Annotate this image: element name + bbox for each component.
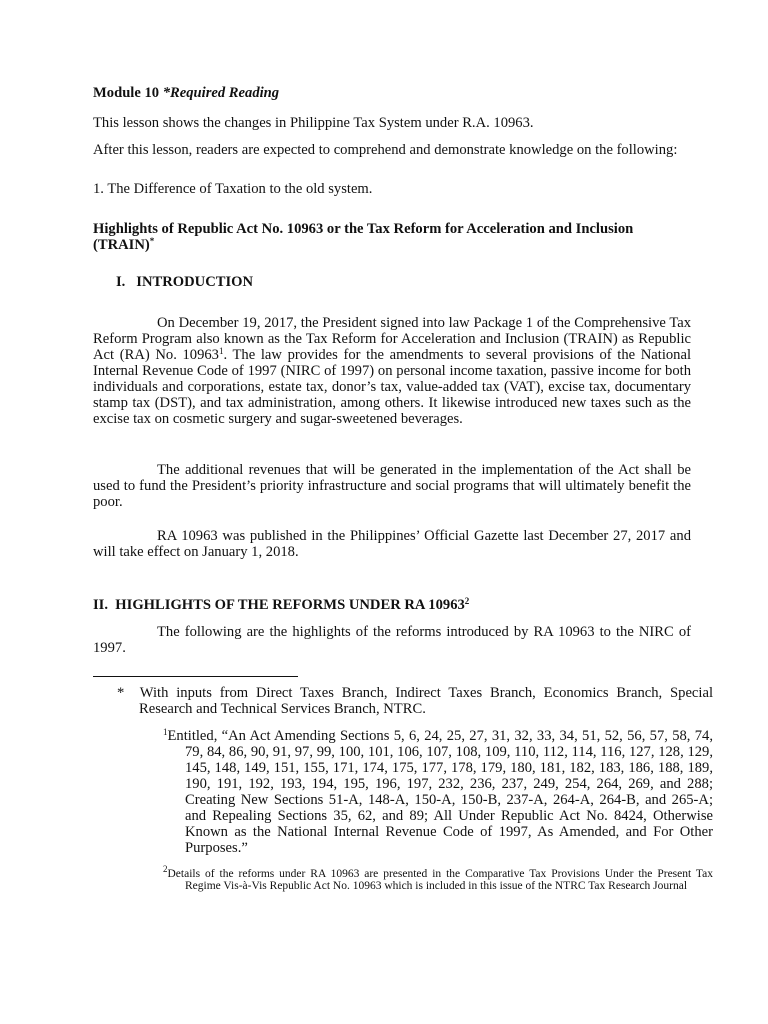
highlights-paragraph: The following are the highlights of the reforms introduced by RA 10963 to the NIRC of 1997. — [93, 624, 691, 656]
required-reading-label: *Required Reading — [162, 85, 280, 101]
footnote-ref-star: * — [149, 236, 155, 246]
introduction-paragraph-1: On December 19, 2017, the President signed into law Package 1 of the Comprehensive Tax Reform Program also known as the Tax Reform for Acceleration and Inclusion (TRAIN) as Republic Act (RA) No. 10963$^1$. The law provides for the amendments to several provisions of the National Internal Revenue Code of 1997 (NIRC of 1997) on personal income taxation, passive income for both individuals and corporations, estate tax, donor’s tax, value-added tax (VAT), excise tax, documentary stamp tax (DST), and tax administration, among others. It likewise introduced new taxes such as the excise tax on cosmetic surgery and sugar-sweetened beverages. — [93, 315, 691, 427]
footnote-2: $^2$Details of the reforms under RA 10963 are presented in the Comparative Tax Provisions Under the Present Tax Regime Vis-à-Vis Republic Act No. 10963 which is included in this issue of the NTRC Tax Research Journal — [163, 864, 713, 892]
section-1-heading: I. INTRODUCTION — [116, 274, 254, 290]
introduction-paragraph-3: RA 10963 was published in the Philippines’ Official Gazette last December 27, 2017 and will take effect on January 1, 2018. — [93, 528, 691, 560]
section-2-heading: II. HIGHLIGHTS OF THE REFORMS UNDER RA 10963$^2$ — [93, 596, 470, 613]
footnote-ref-2: 2 — [464, 596, 470, 606]
lesson-statement: This lesson shows the changes in Philippine Tax System under R.A. 10963. — [93, 115, 534, 131]
footnote-ref-1: 1 — [218, 346, 224, 356]
introduction-paragraph-2: The additional revenues that will be generated in the implementation of the Act shall be used to fund the President’s priority infrastructure and social programs that will ultimately benefit the poor. — [93, 462, 691, 510]
footnote-separator — [93, 676, 298, 677]
footnote-1: $^1$Entitled, “An Act Amending Sections 5, 6, 24, 25, 27, 31, 32, 33, 34, 51, 52, 56, 57, 58, 74, 79, 84, 86, 90, 91, 97, 99, 100, 101, 106, 107, 108, 109, 110, 112, 114, 116, 127, 128, 129, 145, 148, 149, 151, 155, 171, 174, 175, 177, 178, 179, 180, 181, 182, 183, 186, 188, 189, 190, 191, 192, 193, 194, 195, 196, 197, 232, 236, 237, 249, 254, 264, 269, and 288; Creating New Sections 51-A, 148-A, 150-A, 150-B, 237-A, 264-A, 264-B, and 265-A; and Repealing Sections 35, 62, and 89; All Under Republic Act No. 8424, Otherwise Known as the National Internal Revenue Code of 1997, As Amended, and For Other Purposes.” — [163, 727, 713, 856]
highlights-title: Highlights of Republic Act No. 10963 or the Tax Reform for Acceleration and Inclusion (TRAIN)* — [93, 221, 634, 253]
footnote-star: * With inputs from Direct Taxes Branch, Indirect Taxes Branch, Economics Branch, Special Research and Technical Services Branch, NTRC. — [117, 685, 713, 717]
module-title: Module 10 *Required Reading — [93, 85, 280, 101]
expectation-statement: After this lesson, readers are expected to comprehend and demonstrate knowledge on the following: — [93, 142, 678, 158]
objective-item: 1. The Difference of Taxation to the old system. — [93, 181, 373, 197]
